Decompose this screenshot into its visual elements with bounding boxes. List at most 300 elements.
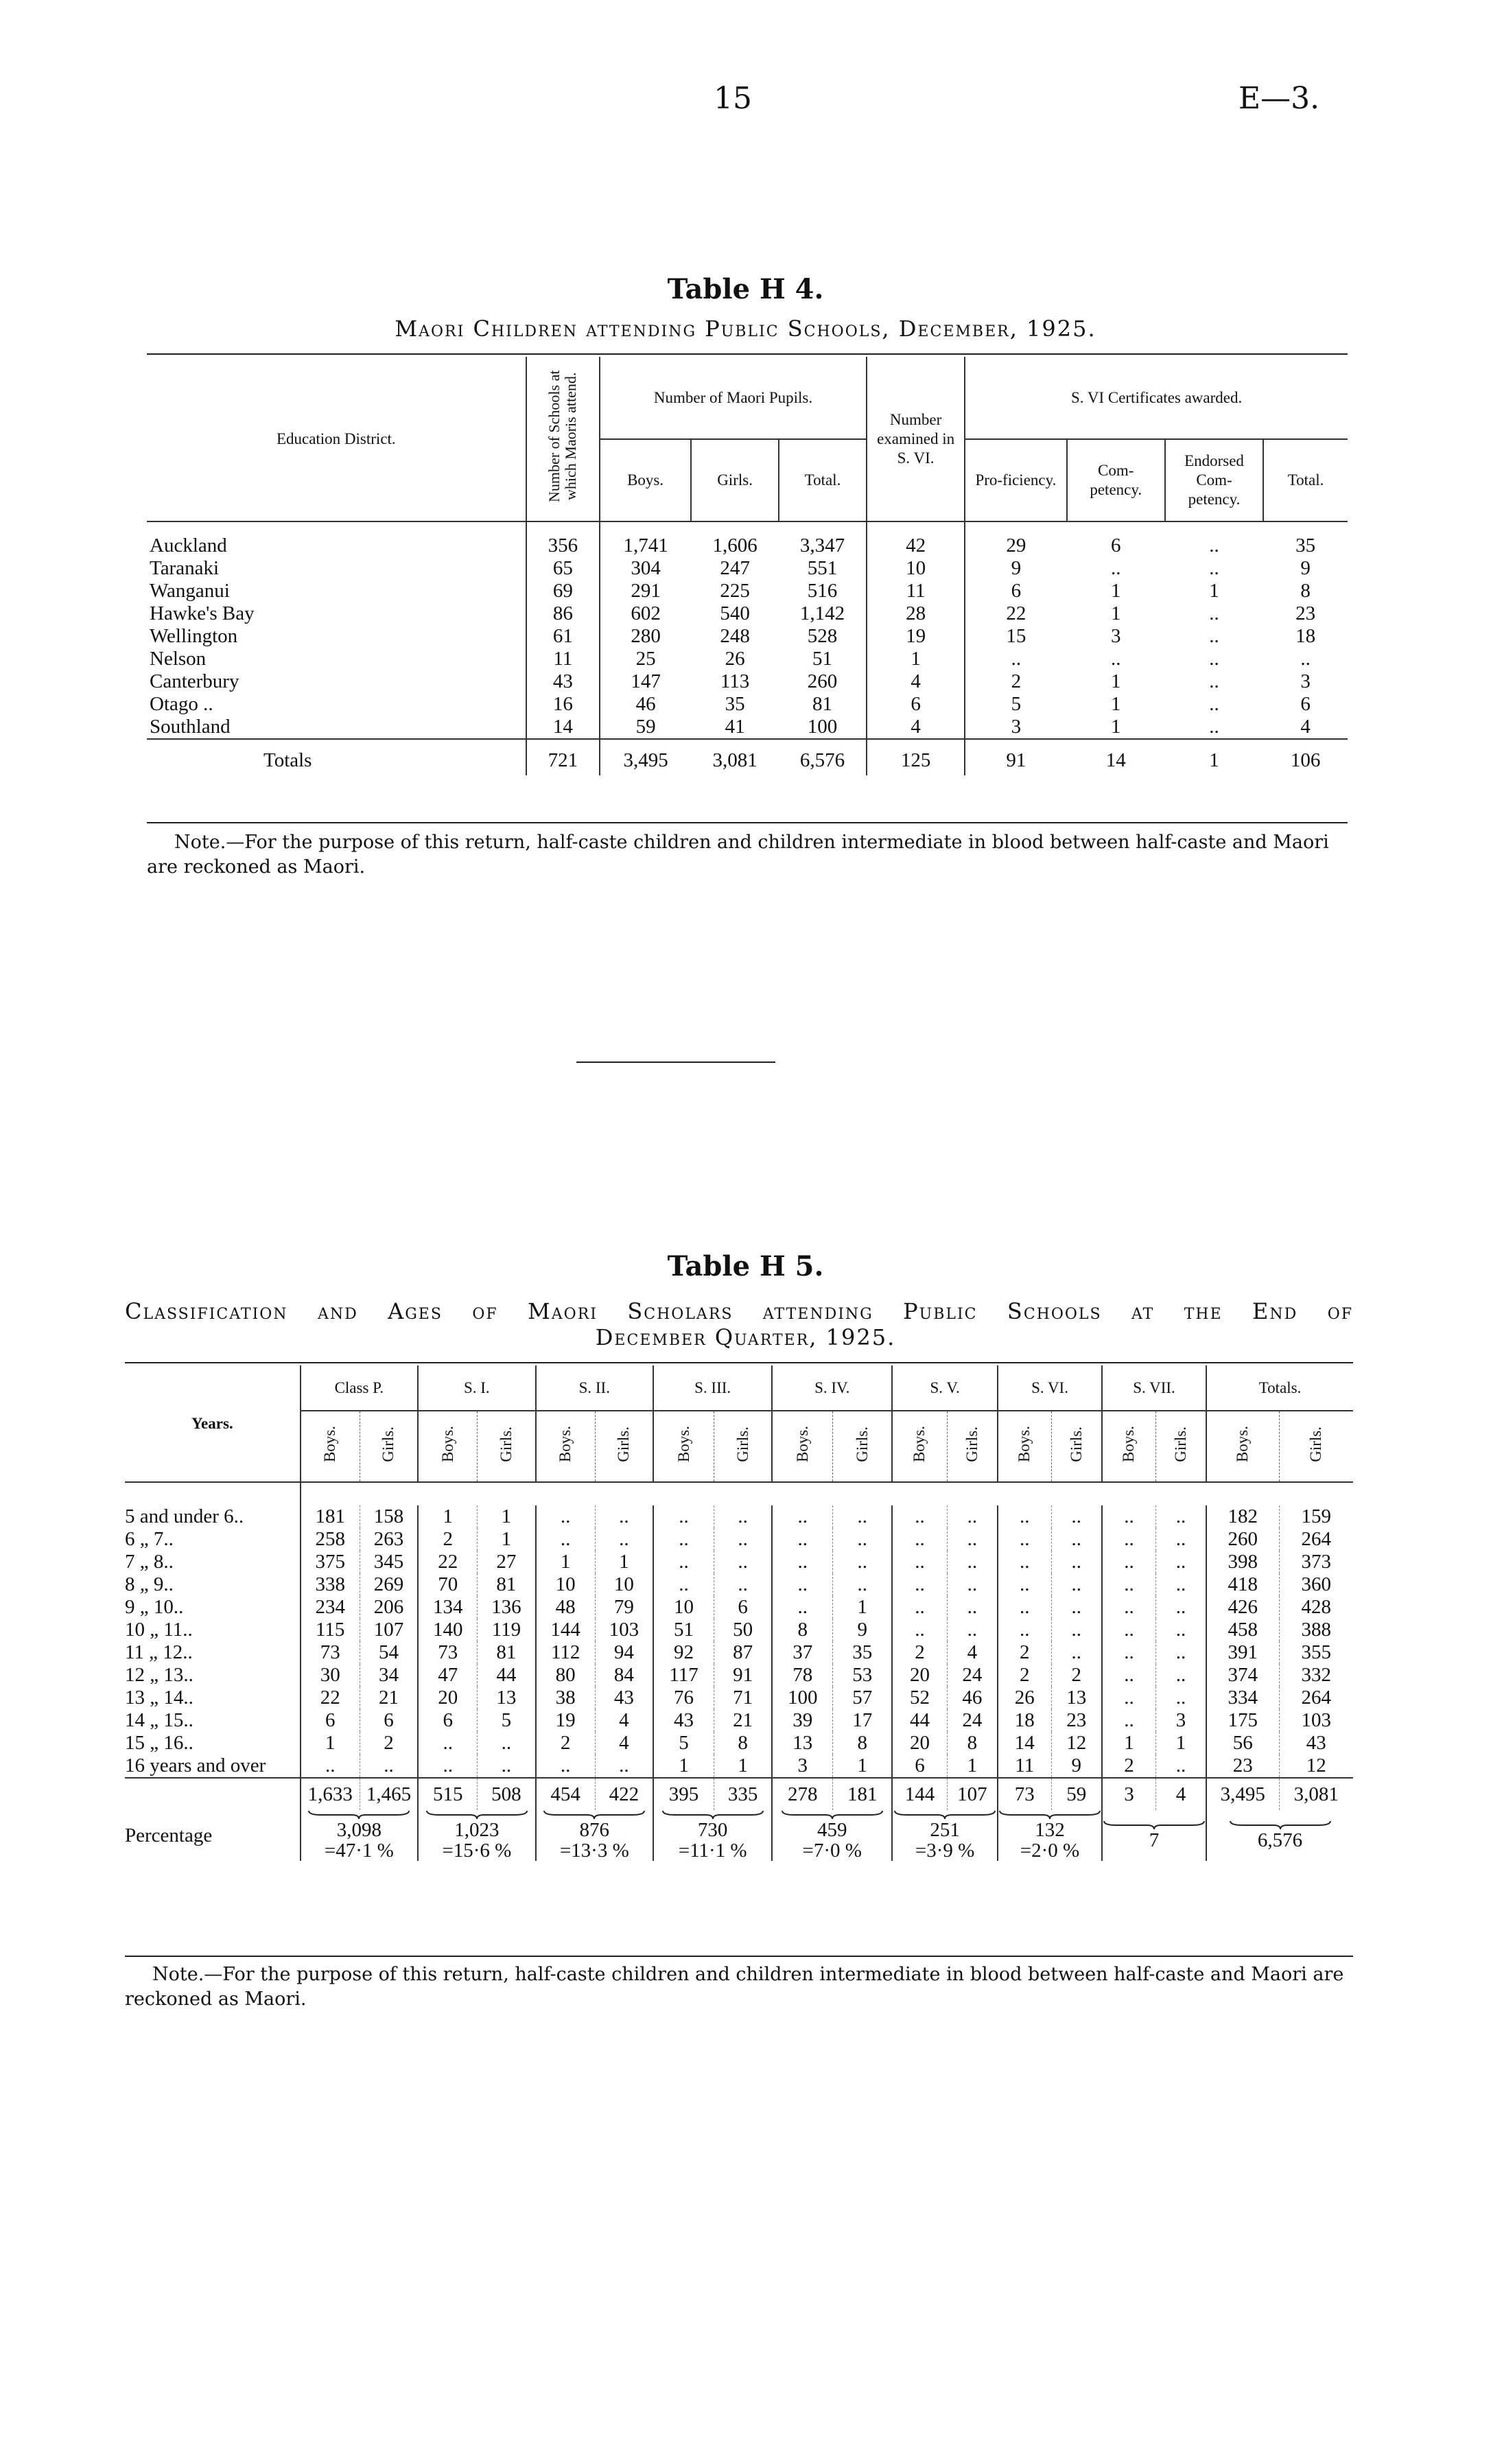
h4-cell: 1,741 [600, 535, 691, 557]
h4-cell: .. [1209, 693, 1219, 715]
h4-total-cell: 6,576 [779, 739, 867, 775]
h4-cell: 59 [600, 716, 691, 739]
h5-col-class: S. III. [653, 1365, 772, 1411]
h5-age-label: 11 „ 12.. [125, 1641, 193, 1663]
h4-cell: .. [1209, 648, 1219, 670]
h5-total-cell: 278 [772, 1778, 832, 1810]
h5-col-boys-label: Boys. [556, 1426, 574, 1463]
h5-percentage-total: 876 [579, 1819, 610, 1841]
h5-cell: 6 [301, 1709, 360, 1732]
brace-icon [661, 1810, 764, 1820]
h5-cell: 1 [653, 1755, 714, 1778]
h4-cell: 25 [600, 648, 691, 670]
h5-cell: 1 [833, 1755, 893, 1778]
h5-cell: 17 [833, 1709, 893, 1732]
h5-cell: .. [1102, 1687, 1155, 1709]
h5-cell: .. [892, 1505, 947, 1528]
h5-col-boys [1206, 1411, 1279, 1482]
h5-cell: 2 [360, 1732, 418, 1755]
h5-cell: 2 [1051, 1664, 1102, 1687]
h4-totals-row [147, 739, 1348, 775]
h4-row [147, 670, 1348, 693]
h4-cell: .. [965, 648, 1066, 670]
h5-total-cell: 454 [536, 1778, 596, 1810]
h5-cell: 144 [536, 1619, 596, 1641]
h4-cell: 1,142 [799, 602, 845, 624]
h5-cell: 10 [595, 1573, 653, 1596]
h5-cell: 19 [536, 1709, 596, 1732]
h5-cell: .. [772, 1505, 832, 1528]
h5-cell: 260 [1206, 1528, 1279, 1551]
h5-cell: 134 [418, 1596, 478, 1619]
h5-cell: .. [947, 1551, 998, 1573]
h5-percentage-cell [301, 1810, 418, 1861]
h5-percentage-cell [892, 1810, 998, 1861]
h5-cell: 10 [653, 1596, 714, 1619]
h4-total-cell: 3,081 [691, 739, 779, 775]
h5-cell: 20 [418, 1687, 478, 1709]
h4-subtitle: Maori Children attending Public Schools, December, 1925. [395, 316, 1096, 342]
h5-col-boys-label: Boys. [793, 1426, 811, 1463]
report-id: E—3. [1238, 81, 1320, 116]
h4-row [147, 602, 1348, 625]
h5-cell: .. [1102, 1528, 1155, 1551]
h5-cell: 355 [1279, 1641, 1353, 1664]
h5-cell: 398 [1206, 1551, 1279, 1573]
h4-row [147, 580, 1348, 602]
h5-cell: .. [892, 1619, 947, 1641]
h4-district-name: Canterbury [150, 670, 239, 692]
h5-percentage-value: =15·6 % [442, 1840, 512, 1862]
h4-cell: 6 [1110, 535, 1121, 556]
h4-col-certs: S. VI Certificates awarded. [965, 357, 1348, 439]
h5-percentage-total: 459 [817, 1819, 847, 1841]
h5-cell: 9 [833, 1619, 893, 1641]
h5-cell: 79 [595, 1596, 653, 1619]
h5-cell: 418 [1206, 1573, 1279, 1596]
h5-total-cell: 181 [833, 1778, 893, 1810]
h4-district-name: Wellington [150, 625, 238, 647]
h5-cell: 2 [536, 1732, 596, 1755]
h5-col-girls [595, 1411, 653, 1482]
h5-row [125, 1732, 1353, 1755]
h5-col-girls-label: Girls. [1067, 1427, 1085, 1462]
h4-cell: 147 [600, 670, 691, 693]
h5-cell: 21 [714, 1709, 773, 1732]
h5-cell: 43 [653, 1709, 714, 1732]
h5-cell: 4 [595, 1732, 653, 1755]
h4-cell: 4 [867, 670, 965, 693]
h4-cell: 69 [526, 580, 600, 602]
h5-cell: .. [1155, 1573, 1206, 1596]
h5-cell: 374 [1206, 1664, 1279, 1687]
h5-age-label: 10 „ 11.. [125, 1619, 193, 1641]
h5-cell: .. [1155, 1551, 1206, 1573]
h5-cell: .. [772, 1528, 832, 1551]
h4-cell: 42 [867, 535, 965, 557]
h4-cell: 11 [526, 648, 600, 670]
h4-cell: 1 [1209, 580, 1219, 602]
h5-row [125, 1528, 1353, 1551]
h5-total-cell: 422 [595, 1778, 653, 1810]
h5-col-class: S. II. [536, 1365, 653, 1411]
h4-cell: 540 [720, 602, 750, 624]
h5-cell: 263 [360, 1528, 418, 1551]
h5-cell: 20 [892, 1732, 947, 1755]
h5-percentage-cell [536, 1810, 653, 1861]
h4-cell: 291 [600, 580, 691, 602]
h5-cell: .. [1051, 1505, 1102, 1528]
h5-cell: 43 [595, 1687, 653, 1709]
h4-cell: 22 [965, 602, 1066, 625]
h4-cell: 1 [1110, 670, 1121, 692]
h5-cell: 21 [360, 1687, 418, 1709]
h4-total-cell: 721 [526, 739, 600, 775]
h4-cell: 6 [867, 693, 965, 716]
h5-col-boys-label: Boys. [1234, 1426, 1252, 1463]
h5-cell: .. [947, 1596, 998, 1619]
h5-cell: 38 [536, 1687, 596, 1709]
h5-cell: .. [418, 1732, 478, 1755]
h5-subtitle-2: December Quarter, 1925. [595, 1324, 896, 1350]
h4-cell: 3,347 [799, 535, 845, 556]
h5-cell: .. [998, 1619, 1051, 1641]
h4-row [147, 648, 1348, 670]
h4-row [147, 625, 1348, 648]
h5-total-cell: 508 [478, 1778, 536, 1810]
h5-cell: 8 [772, 1619, 832, 1641]
h5-cell: 332 [1279, 1664, 1353, 1687]
h5-col-girls [360, 1411, 418, 1482]
h5-cell: .. [536, 1755, 596, 1778]
h5-cell: 6 [892, 1755, 947, 1778]
h4-cell: 18 [1295, 625, 1316, 647]
h4-col-total: Total. [779, 439, 867, 521]
h5-col-boys [998, 1411, 1051, 1482]
h5-col-girls [1279, 1411, 1353, 1482]
h5-cell: 388 [1279, 1619, 1353, 1641]
h5-col-boys-label: Boys. [1120, 1426, 1138, 1463]
h5-subtitle-1: Classification and Ages of Maori Scholars attending Public Schools at the End of [125, 1298, 1353, 1324]
h5-cell: 44 [478, 1664, 536, 1687]
h4-cell: .. [1209, 535, 1219, 556]
h5-cell: .. [653, 1505, 714, 1528]
h4-cell: 51 [812, 648, 832, 670]
h5-age-label: 13 „ 14.. [125, 1687, 193, 1709]
h5-col-class: Totals. [1206, 1365, 1353, 1411]
h4-cell: 9 [965, 557, 1066, 580]
h5-cell: .. [714, 1505, 773, 1528]
h5-cell: 1 [714, 1755, 773, 1778]
h4-total-cell: 91 [965, 739, 1066, 775]
h5-cell: 158 [360, 1505, 418, 1528]
h5-cell: .. [1102, 1709, 1155, 1732]
h5-col-boys [301, 1411, 360, 1482]
h5-cell: 26 [998, 1687, 1051, 1709]
h5-col-boys [653, 1411, 714, 1482]
h5-total-cell: 1,633 [301, 1778, 360, 1810]
h5-cell: 51 [653, 1619, 714, 1641]
h5-cell: 103 [1279, 1709, 1353, 1732]
h4-cell: 1 [1110, 716, 1121, 738]
h5-cell: 94 [595, 1641, 653, 1664]
h4-cell: 10 [867, 557, 965, 580]
h5-cell: .. [1051, 1619, 1102, 1641]
h5-cell: .. [1051, 1551, 1102, 1573]
h5-cell: .. [714, 1528, 773, 1551]
h4-cell: .. [1110, 648, 1121, 670]
h5-note: Note.—For the purpose of this return, half-caste children and children intermediate in blood between half-caste and Maori are reckoned as Maori. [125, 1964, 1344, 2010]
h5-cell: 73 [418, 1641, 478, 1664]
h4-cell: 1 [1110, 580, 1121, 602]
h5-cell: 117 [653, 1664, 714, 1687]
h5-percentage-value: =7·0 % [802, 1840, 862, 1862]
h5-cell: .. [418, 1755, 478, 1778]
h5-cell: 264 [1279, 1528, 1353, 1551]
h5-col-years: Years. [191, 1414, 233, 1432]
h5-cell: 258 [301, 1528, 360, 1551]
brace-icon [543, 1810, 646, 1820]
h5-cell: .. [536, 1528, 596, 1551]
h4-cell: 65 [526, 557, 600, 580]
h5-percentage-cell [772, 1810, 892, 1861]
h5-col-boys [892, 1411, 947, 1482]
h5-cell: 10 [536, 1573, 596, 1596]
h5-percentage-total: 132 [1035, 1819, 1065, 1841]
h4-district-name: Nelson [150, 648, 207, 670]
h5-col-girls-label: Girls. [853, 1427, 871, 1462]
h4-col-boys: Boys. [600, 439, 691, 521]
h5-percentage-cell [418, 1810, 535, 1861]
h5-cell: 1 [1102, 1732, 1155, 1755]
h4-cell: 9 [1300, 557, 1311, 579]
h5-cell: 30 [301, 1664, 360, 1687]
h5-cell: 112 [536, 1641, 596, 1664]
h5-col-girls [947, 1411, 998, 1482]
h5-cell: 428 [1279, 1596, 1353, 1619]
h5-cell: 4 [947, 1641, 998, 1664]
h5-total-cell: 59 [1051, 1778, 1102, 1810]
h4-total-cell: 106 [1263, 739, 1348, 775]
h5-cell: 34 [360, 1664, 418, 1687]
h5-title: Table H 5. [667, 1250, 824, 1282]
h5-percentage-value: =11·1 % [678, 1840, 747, 1862]
h4-row [147, 535, 1348, 557]
h5-col-boys [418, 1411, 478, 1482]
h5-cell: .. [833, 1551, 893, 1573]
h5-row [125, 1755, 1353, 1778]
h4-cell: 8 [1300, 580, 1311, 602]
h4-cell: 5 [965, 693, 1066, 716]
h5-cell: 48 [536, 1596, 596, 1619]
h5-cell: 458 [1206, 1619, 1279, 1641]
h5-percentage-total: 6,576 [1257, 1829, 1303, 1851]
h5-col-class: S. I. [418, 1365, 535, 1411]
h5-cell: 22 [301, 1687, 360, 1709]
h4-cell: 1 [867, 648, 965, 670]
h5-total-cell: 107 [947, 1778, 998, 1810]
h5-totals-row [125, 1778, 1353, 1810]
h5-cell: 11 [998, 1755, 1051, 1778]
h5-col-class: S. VI. [998, 1365, 1102, 1411]
h5-percentage-cell [1102, 1810, 1206, 1861]
h5-cell: 9 [1051, 1755, 1102, 1778]
h5-cell: 1 [947, 1755, 998, 1778]
h5-cell: .. [1051, 1573, 1102, 1596]
h5-total-cell: 1,465 [360, 1778, 418, 1810]
h5-cell: 338 [301, 1573, 360, 1596]
h5-cell: 78 [772, 1664, 832, 1687]
h5-cell: 23 [1051, 1709, 1102, 1732]
h4-cell: 4 [1300, 716, 1311, 738]
h5-cell: 46 [947, 1687, 998, 1709]
h5-cell: 27 [478, 1551, 536, 1573]
h4-cell: 1,606 [712, 535, 758, 556]
h5-cell: 1 [536, 1551, 596, 1573]
h5-col-girls [1155, 1411, 1206, 1482]
h5-cell: 84 [595, 1664, 653, 1687]
h5-cell: .. [1102, 1573, 1155, 1596]
h5-cell: .. [833, 1505, 893, 1528]
h5-col-boys-label: Boys. [911, 1426, 928, 1463]
h5-cell: 12 [1279, 1755, 1353, 1778]
h5-row [125, 1619, 1353, 1641]
h5-cell: 92 [653, 1641, 714, 1664]
h5-cell: .. [998, 1505, 1051, 1528]
h4-cell: 1 [1110, 602, 1121, 624]
h5-col-boys-label: Boys. [321, 1426, 339, 1463]
h5-cell: 1 [478, 1528, 536, 1551]
h5-row [125, 1505, 1353, 1528]
h5-cell: 391 [1206, 1641, 1279, 1664]
h5-cell: 1 [833, 1596, 893, 1619]
h5-cell: 2 [1102, 1755, 1155, 1778]
h5-cell: .. [1051, 1641, 1102, 1664]
h5-cell: 47 [418, 1664, 478, 1687]
h5-cell: 13 [772, 1732, 832, 1755]
h4-cell: 14 [526, 716, 600, 739]
h4-cell: 43 [526, 670, 600, 693]
h5-cell: 8 [714, 1732, 773, 1755]
h5-cell: 80 [536, 1664, 596, 1687]
h4-district-name: Taranaki [150, 557, 220, 579]
h5-cell: .. [998, 1573, 1051, 1596]
h5-col-boys [772, 1411, 832, 1482]
h5-cell: 14 [998, 1732, 1051, 1755]
h4-cell: .. [1209, 625, 1219, 647]
h4-totals-label: Totals [147, 739, 526, 775]
h4-cell: 248 [720, 625, 750, 647]
h5-age-label: 7 „ 8.. [125, 1551, 174, 1573]
h5-cell: .. [301, 1755, 360, 1778]
h4-cell: 16 [526, 693, 600, 716]
h4-cell: 602 [600, 602, 691, 625]
h4-cell: 26 [725, 648, 745, 670]
h4-col-endorsed: Endorsed Com-petency. [1165, 439, 1263, 521]
h5-col-boys-label: Boys. [1015, 1426, 1033, 1463]
h5-cell: 181 [301, 1505, 360, 1528]
h5-cell: .. [833, 1573, 893, 1596]
h5-cell: .. [1102, 1505, 1155, 1528]
h5-row [125, 1573, 1353, 1596]
h5-cell: 136 [478, 1596, 536, 1619]
h5-cell: 35 [833, 1641, 893, 1664]
h5-cell: .. [595, 1755, 653, 1778]
h5-cell: 1 [1155, 1732, 1206, 1755]
h4-total-cell: 3,495 [600, 739, 691, 775]
h5-percentage-cell [653, 1810, 772, 1861]
h4-cell: 35 [725, 693, 745, 715]
h5-cell: 103 [595, 1619, 653, 1641]
h5-col-class: Class P. [301, 1365, 418, 1411]
h5-cell: .. [1102, 1551, 1155, 1573]
h5-total-cell: 144 [892, 1778, 947, 1810]
h5-cell: 373 [1279, 1551, 1353, 1573]
h5-cell: .. [653, 1528, 714, 1551]
h5-cell: .. [947, 1619, 998, 1641]
h5-cell: 71 [714, 1687, 773, 1709]
h4-cell: 6 [965, 580, 1066, 602]
page-number: 15 [714, 81, 752, 116]
h5-cell: .. [1051, 1528, 1102, 1551]
h5-cell: .. [998, 1528, 1051, 1551]
h5-cell: 56 [1206, 1732, 1279, 1755]
h5-percentage-cell [1206, 1810, 1353, 1861]
h5-cell: 2 [998, 1664, 1051, 1687]
h5-row [125, 1687, 1353, 1709]
h5-age-label: 16 years and over [125, 1755, 266, 1776]
h5-cell: 3 [1155, 1709, 1206, 1732]
h4-row [147, 693, 1348, 716]
h5-cell: 81 [478, 1573, 536, 1596]
h5-cell: 1 [418, 1505, 478, 1528]
h5-cell: 6 [418, 1709, 478, 1732]
h5-col-class: S. V. [892, 1365, 998, 1411]
h4-col-examined: Number examined in S. VI. [867, 357, 965, 521]
h5-cell: .. [714, 1573, 773, 1596]
h5-cell: 115 [301, 1619, 360, 1641]
h5-cell: 2 [892, 1641, 947, 1664]
h5-col-class: S. IV. [772, 1365, 892, 1411]
h4-cell: 3 [1300, 670, 1311, 692]
h5-col-girls-label: Girls. [379, 1427, 397, 1462]
h5-percentage-value: =13·3 % [559, 1840, 629, 1862]
h5-percentage-cell [998, 1810, 1102, 1861]
h5-cell: .. [653, 1573, 714, 1596]
h4-cell: .. [1209, 557, 1219, 579]
h5-percentage-total: 3,098 [336, 1819, 381, 1841]
h5-cell: 107 [360, 1619, 418, 1641]
h5-cell: .. [1102, 1664, 1155, 1687]
h4-cell: 81 [812, 693, 832, 715]
h5-cell: .. [478, 1732, 536, 1755]
h5-cell: 13 [1051, 1687, 1102, 1709]
h5-cell: 5 [478, 1709, 536, 1732]
h4-cell: 41 [725, 716, 745, 738]
h5-row [125, 1664, 1353, 1687]
brace-icon [998, 1810, 1101, 1820]
h4-cell: 11 [867, 580, 965, 602]
h4-cell: .. [1300, 648, 1311, 670]
h5-row [125, 1641, 1353, 1664]
h5-percentage-total: 730 [697, 1819, 728, 1841]
brace-icon [1229, 1820, 1332, 1830]
h5-cell: 345 [360, 1551, 418, 1573]
h5-cell: .. [947, 1573, 998, 1596]
h5-col-girls-label: Girls. [963, 1427, 981, 1462]
h5-cell: 81 [478, 1641, 536, 1664]
h5-cell: 8 [947, 1732, 998, 1755]
